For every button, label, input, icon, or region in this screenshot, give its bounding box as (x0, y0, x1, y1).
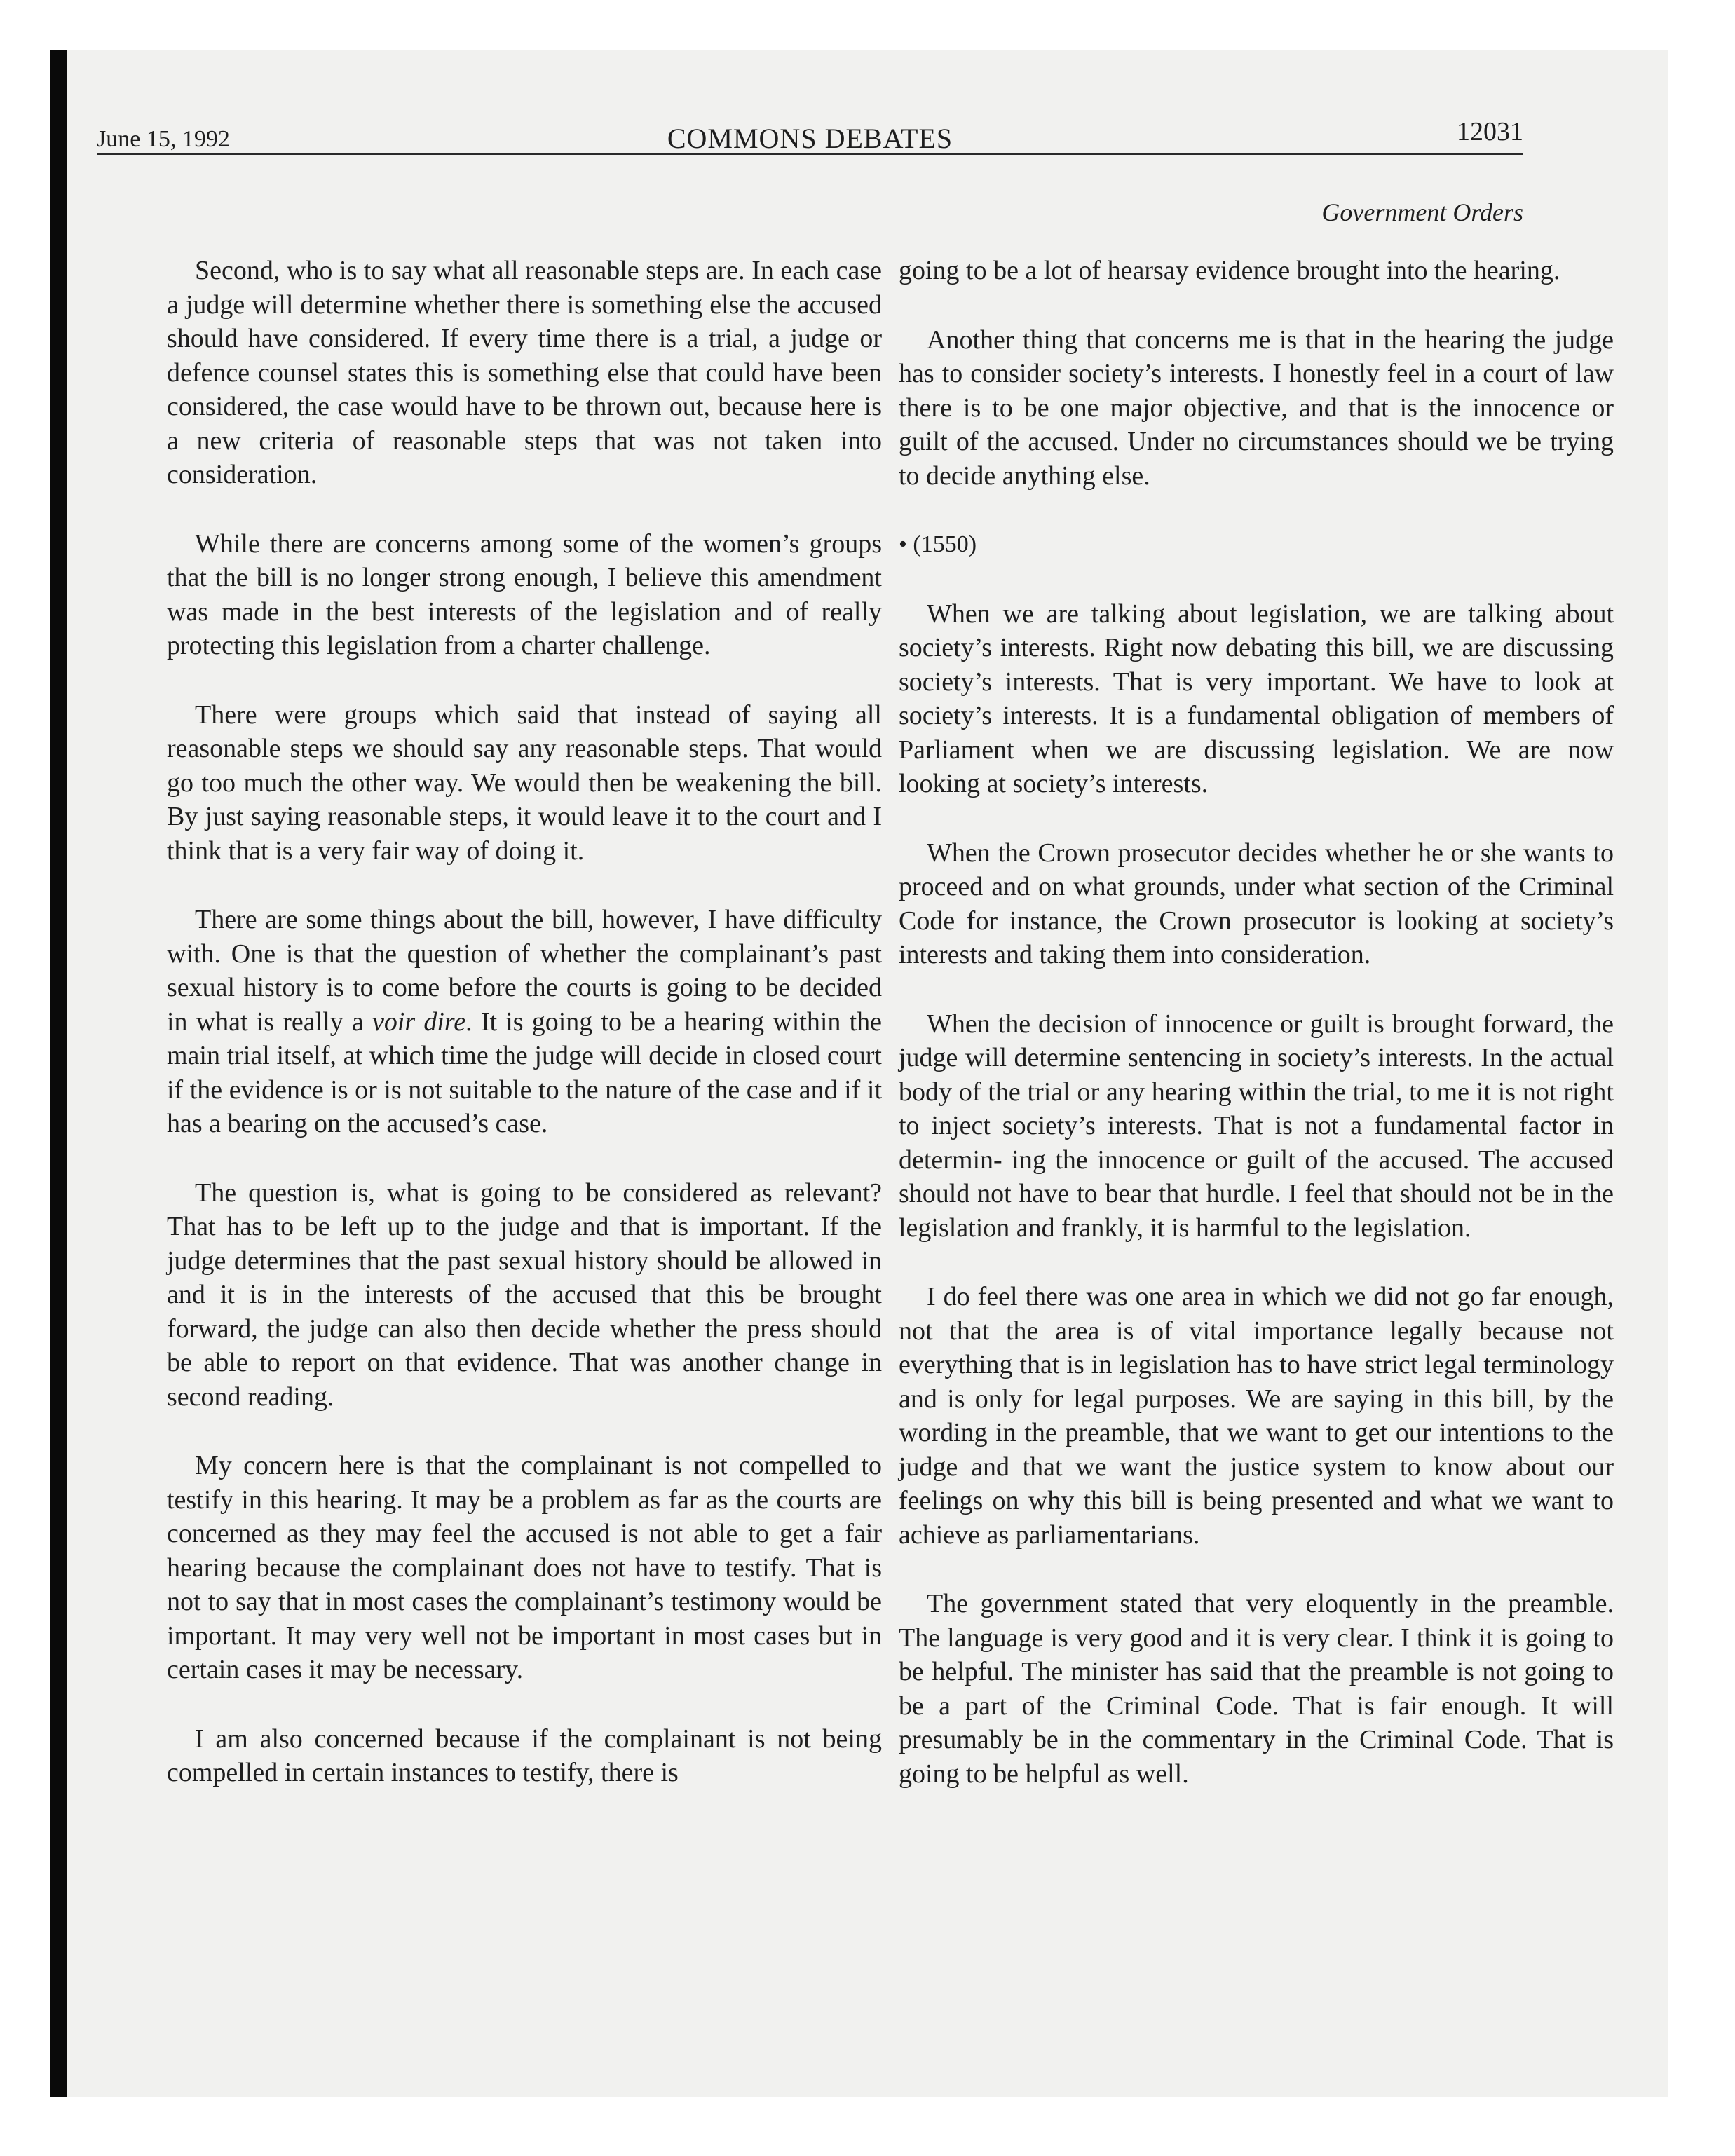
paragraph: When the decision of innocence or guilt is brought forward, the judge will determine sentencing in society’s interests. In the actual body of the trial or any hearing within the trial, to me it is not right to inject society’s interests. That is not a fundamental factor in determin- ing the innocence or guilt of the accused. The accused should not have to bear that hurdle. I feel that should not be in the legislation and frankly, it is harmful to the legislation. (899, 1009, 1614, 1243)
paragraph: Another thing that concerns me is that in the hearing the judge has to consider society’s interests. I honestly feel in a court of law there is to be one major objective, and that is the innocence or guilt of the accused. Under no circumstances should we be trying to decide anything else. (899, 325, 1614, 491)
time-marker: • (1550) (899, 531, 977, 557)
header-date: June 15, 1992 (97, 126, 230, 152)
paragraph-text: . It is going to be a hearing within the main trial itself, at which time the judge will decide in closed court if the evidence is or is not suitable to the nature of the case and if it has a bearing on the accused’s case. (167, 1007, 883, 1138)
italic-term: voir dire (372, 1007, 466, 1037)
paragraph: While there are concerns among some of the women’s groups that the bill is no longer strong enough, I believe this amendment was made in the best interests of the legislation and of really protecting this legislation from a charter challenge. (167, 528, 882, 660)
paragraph: Second, who is to say what all reasonable steps are. In each case a judge will determine whether there is something else the accused should have considered. If every time there is a trial, a judge or defence counsel states this is something else that could have been considered, the case would have to be thrown out, because here is a new criteria of reasonable steps that was not taken into consideration. (167, 256, 882, 489)
paragraph: When the Crown prosecutor decides whether he or she wants to proceed and on what grounds, under what section of the Criminal Code for instance, the Crown prosecutor is looking at society’s interests and taking them into consideration. (899, 838, 1614, 969)
scan-bottom-margin (50, 2097, 1735, 2156)
scan-margin (0, 0, 50, 2156)
paragraph: going to be a lot of hearsay evidence brought into the hearing. (899, 256, 1560, 285)
paragraph (167, 903, 882, 1141)
paragraph: When we are talking about legislation, we are talking about society’s interests. Right now debating this bill, we are discussing society’s interests. That is very important. We have to look at society’s interests. It is a fundamental obligation of members of Parliament when we are discussing legislation. We are now looking at society’s interests. (899, 599, 1614, 798)
paragraph: The government stated that very eloquently in the preamble. The language is very good and it is very clear. I think it is going to be helpful. The minister has said that the preamble is not going to be a part of the Criminal Code. That is fair enough. It will presumably be in the commentary in the Criminal Code. That is going to be helpful as well. (899, 1589, 1614, 1789)
paragraph: I am also concerned because if the complainant is not being compelled in certain instances to testify, there is (167, 1724, 882, 1787)
paragraph: I do feel there was one area in which we did not go far enough, not that the area is of vital importance legally because not everything that is in legislation has to have strict legal terminology and is only for legal purposes. We are saying in this bill, by the wording in the preamble, that we want to get our intentions to the judge and that we want the justice system to know about our feelings on why this bill is being presented and what we want to achieve as parliamentarians. (899, 1282, 1614, 1550)
scan-binding-edge (50, 50, 67, 2097)
page-header (97, 69, 1523, 155)
left-column (167, 254, 882, 1825)
header-title: COMMONS DEBATES (667, 123, 953, 154)
paragraph: The question is, what is going to be considered as relevant? That has to be left up to the judge and that is important. If the judge determines that the past sexual history should be allowed in and it is in the interests of the accused that this be brought forward, the judge can also then decide whether the press should be able to report on that evidence. That was another change in second reading. (167, 1178, 882, 1412)
section-label: Government Orders (1321, 198, 1523, 226)
paragraph: My concern here is that the complainant is not compelled to testify in this hearing. It may be a problem as far as the courts are concerned as they may feel the accused is not able to get a fair hearing because the complainant does not have to testify. That is not to say that in most cases the complainant’s testimony would be important. It may very well not be important in most cases but in certain cases it may be necessary. (167, 1451, 882, 1684)
paragraph-text: There are some things about the bill, however, I have difficulty with. One is that the question of whether the complainant’s past sexual history is to come before the courts is going to be decided in what is really a (167, 905, 882, 1037)
right-column (899, 254, 1614, 1826)
paragraph: There were groups which said that instead of saying all reasonable steps we should say any reasonable steps. That would go too much the other way. We would then be weakening the bill. By just saying reasonable steps, it would leave it to the court and I think that is a very fair way of doing it. (167, 700, 882, 866)
header-page-number: 12031 (1457, 117, 1523, 146)
